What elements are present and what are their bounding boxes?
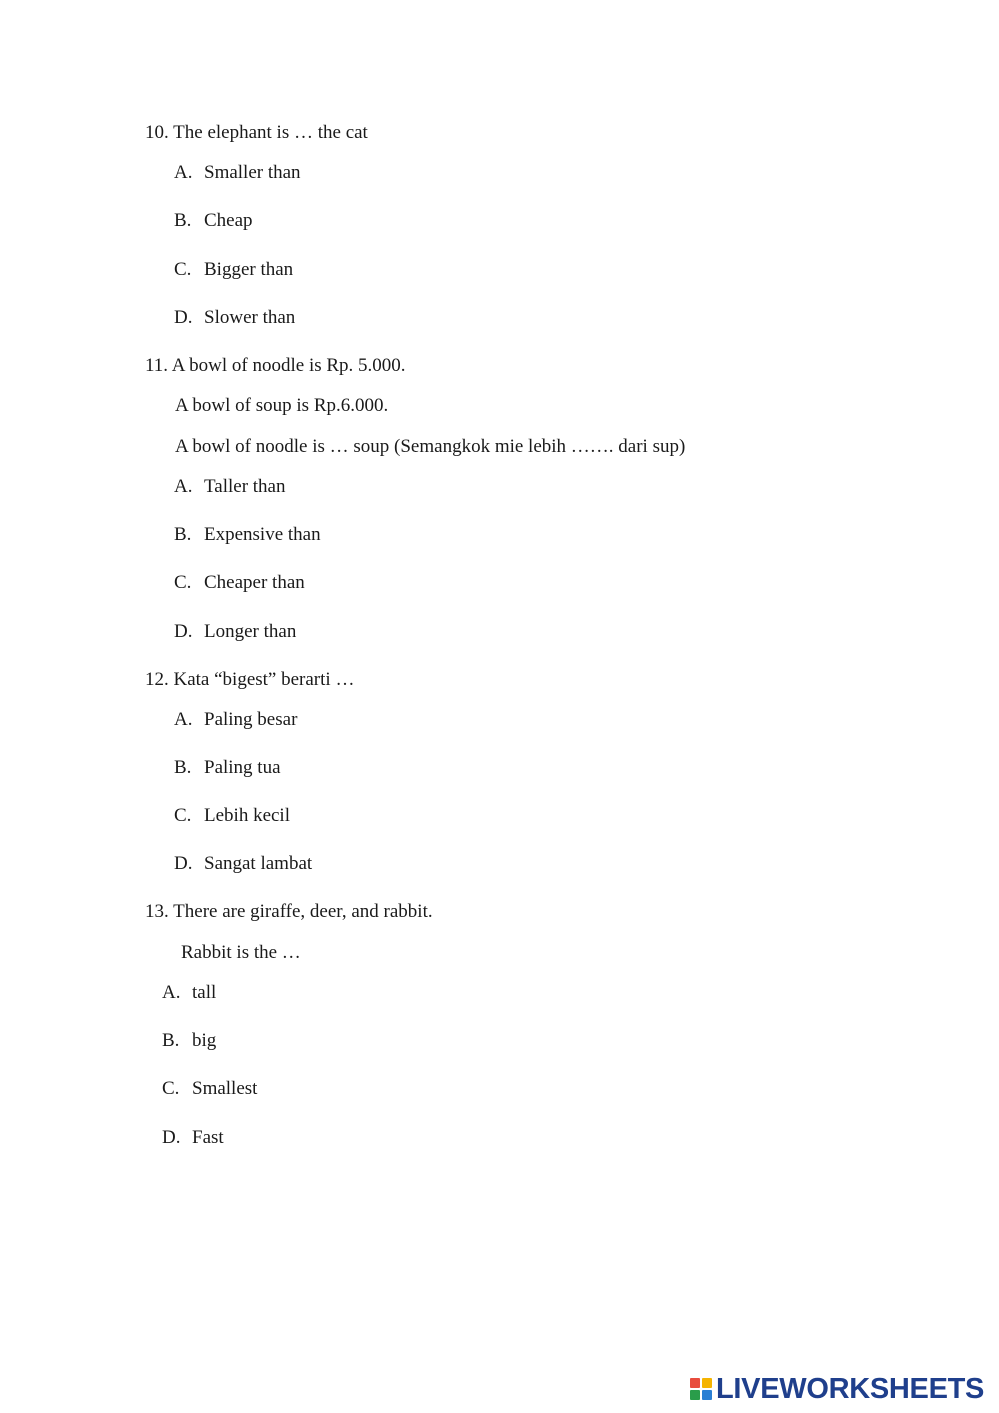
q11-option-c[interactable]: Cheaper than: [204, 572, 305, 593]
question-11-line-3: A bowl of noodle is … soup (Semangkok mie lebih ……. dari sup): [175, 436, 686, 457]
q13-option-b-letter: B.: [162, 1030, 180, 1051]
q10-option-a-letter: A.: [174, 162, 193, 183]
q11-option-b[interactable]: Expensive than: [204, 524, 321, 545]
q11-option-a-letter: A.: [174, 476, 193, 497]
q12-option-d[interactable]: Sangat lambat: [204, 853, 313, 874]
q10-option-b-letter: B.: [174, 210, 192, 231]
q13-option-c[interactable]: Smallest: [192, 1078, 258, 1099]
q13-option-d-letter: D.: [162, 1127, 181, 1148]
question-10-stem: 10. The elephant is … the cat: [145, 122, 368, 143]
q12-option-c[interactable]: Lebih kecil: [204, 805, 290, 826]
q13-option-d[interactable]: Fast: [192, 1127, 224, 1148]
q11-option-a[interactable]: Taller than: [204, 476, 286, 497]
logo-square-yellow: [702, 1378, 712, 1388]
q12-option-c-letter: C.: [174, 805, 192, 826]
q12-option-a-letter: A.: [174, 709, 193, 730]
q13-option-b[interactable]: big: [192, 1030, 217, 1051]
question-12-stem: 12. Kata “bigest” berarti …: [145, 669, 355, 690]
liveworksheets-logo[interactable]: [690, 1374, 984, 1404]
q10-option-b[interactable]: Cheap: [204, 210, 253, 231]
logo-square-green: [690, 1390, 700, 1400]
q12-option-a[interactable]: Paling besar: [204, 709, 298, 730]
q13-option-a-letter: A.: [162, 982, 181, 1003]
question-11-line-2: A bowl of soup is Rp.6.000.: [175, 395, 389, 416]
q10-option-d[interactable]: Slower than: [204, 307, 296, 328]
logo-mark-icon: [690, 1378, 712, 1400]
logo-text: LIVEWORKSHEETS: [716, 1373, 985, 1405]
question-11-stem: 11. A bowl of noodle is Rp. 5.000.: [145, 355, 406, 376]
question-13-stem: 13. There are giraffe, deer, and rabbit.: [145, 901, 433, 922]
q11-option-c-letter: C.: [174, 572, 192, 593]
q10-option-c[interactable]: Bigger than: [204, 259, 294, 280]
q12-option-b-letter: B.: [174, 757, 192, 778]
q10-option-d-letter: D.: [174, 307, 193, 328]
q13-option-a[interactable]: tall: [192, 982, 217, 1003]
q10-option-c-letter: C.: [174, 259, 192, 280]
q10-option-a[interactable]: Smaller than: [204, 162, 301, 183]
logo-square-red: [690, 1378, 700, 1388]
q11-option-d-letter: D.: [174, 621, 193, 642]
q13-option-c-letter: C.: [162, 1078, 180, 1099]
q11-option-d[interactable]: Longer than: [204, 621, 297, 642]
question-13-line-2: Rabbit is the …: [181, 942, 301, 963]
logo-square-blue: [702, 1390, 712, 1400]
q12-option-b[interactable]: Paling tua: [204, 757, 281, 778]
q12-option-d-letter: D.: [174, 853, 193, 874]
q11-option-b-letter: B.: [174, 524, 192, 545]
